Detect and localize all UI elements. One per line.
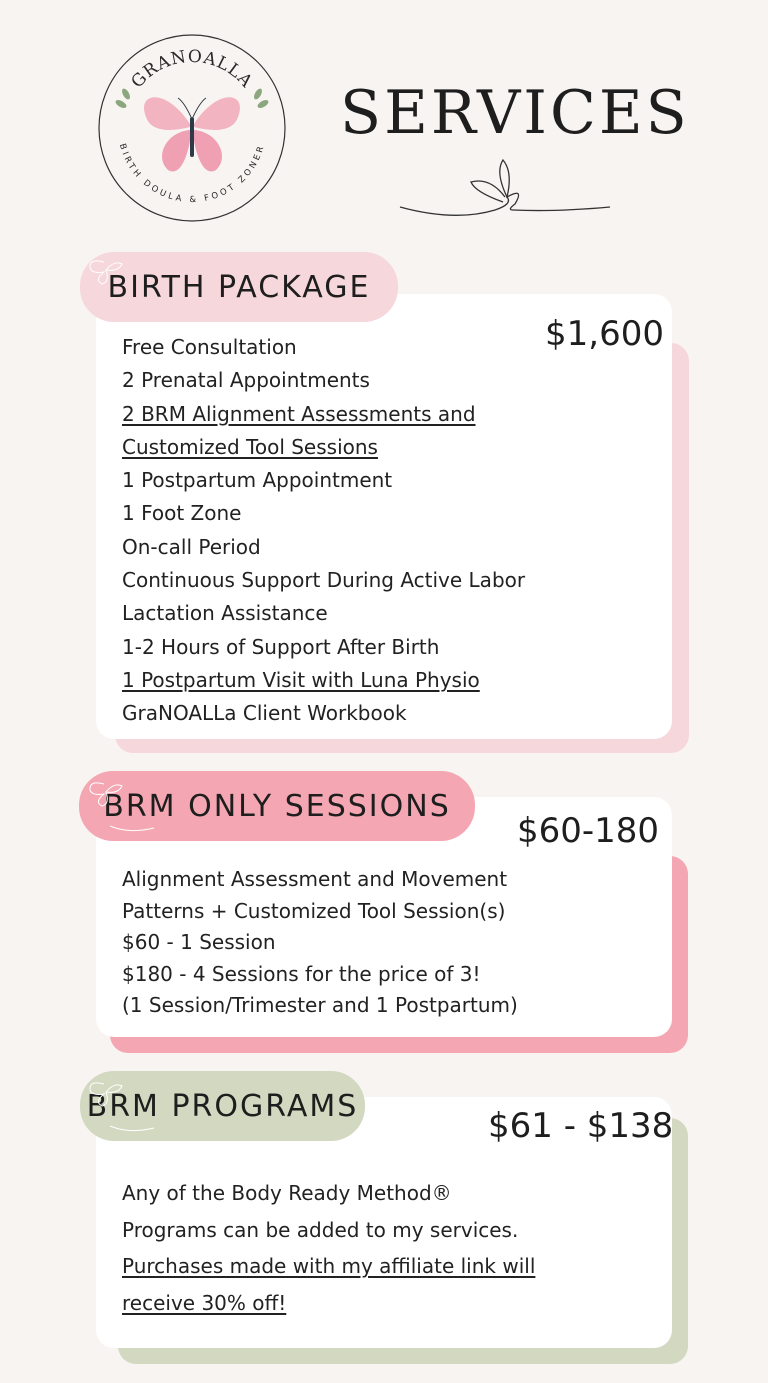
list-item: Any of the Body Ready Method®: [122, 1181, 452, 1205]
butterfly-outline-icon: [84, 776, 164, 836]
butterfly-flourish-icon: [395, 152, 615, 224]
list-item: Free Consultation: [122, 335, 297, 359]
list-item: Continuous Support During Active Labor: [122, 568, 526, 593]
svg-text:GRANOALLA: GRANOALLA: [127, 46, 257, 93]
granoalla-logo: [96, 32, 288, 224]
list-item: $60 - 1 Session: [122, 930, 276, 955]
affiliate-link[interactable]: receive 30% off!: [122, 1290, 287, 1315]
list-item: 1 Foot Zone: [122, 501, 242, 526]
list-item: Patterns + Customized Tool Session(s): [122, 898, 506, 923]
list-item: Lactation Assistance: [122, 601, 328, 626]
brm-programs-tag: BRM PROGRAMS: [80, 1071, 365, 1141]
svg-text:BIRTH DOULA & FOOT ZONER: BIRTH DOULA & FOOT ZONER: [116, 142, 268, 206]
butterfly-icon: [144, 97, 240, 171]
list-item: Alignment Assessment and Movement: [122, 867, 508, 891]
list-item: 1-2 Hours of Support After Birth: [122, 634, 440, 659]
brm-sessions-price: $60-180: [517, 811, 660, 851]
list-item: Programs can be added to my services.: [122, 1217, 519, 1242]
list-item: GraNOALLa Client Workbook: [122, 701, 407, 726]
brm-sessions-tag: BRM ONLY SESSIONS: [79, 771, 475, 841]
brm-programs-price: $61 - $138: [488, 1106, 674, 1146]
page-title: SERVICES: [340, 78, 690, 148]
birth-package-list: [122, 331, 525, 731]
list-item-link[interactable]: Customized Tool Sessions: [122, 434, 378, 459]
butterfly-outline-icon: [84, 254, 164, 314]
list-item: (1 Session/Trimester and 1 Postpartum): [122, 993, 518, 1018]
list-item: 1 Postpartum Appointment: [122, 468, 393, 493]
brm-programs-list: [122, 1175, 535, 1321]
affiliate-link[interactable]: Purchases made with my affiliate link will: [122, 1254, 536, 1278]
birth-package-tag: BIRTH PACKAGE: [80, 252, 398, 322]
list-item: $180 - 4 Sessions for the price of 3!: [122, 961, 481, 986]
list-item-link[interactable]: 2 BRM Alignment Assessments and: [122, 401, 476, 426]
birth-package-price: $1,600: [545, 314, 664, 354]
list-item-link[interactable]: 1 Postpartum Visit with Luna Physio: [122, 667, 480, 692]
list-item: 2 Prenatal Appointments: [122, 368, 370, 393]
butterfly-outline-icon: [84, 1076, 164, 1136]
list-item: On-call Period: [122, 534, 261, 559]
brm-sessions-list: [122, 864, 518, 1022]
